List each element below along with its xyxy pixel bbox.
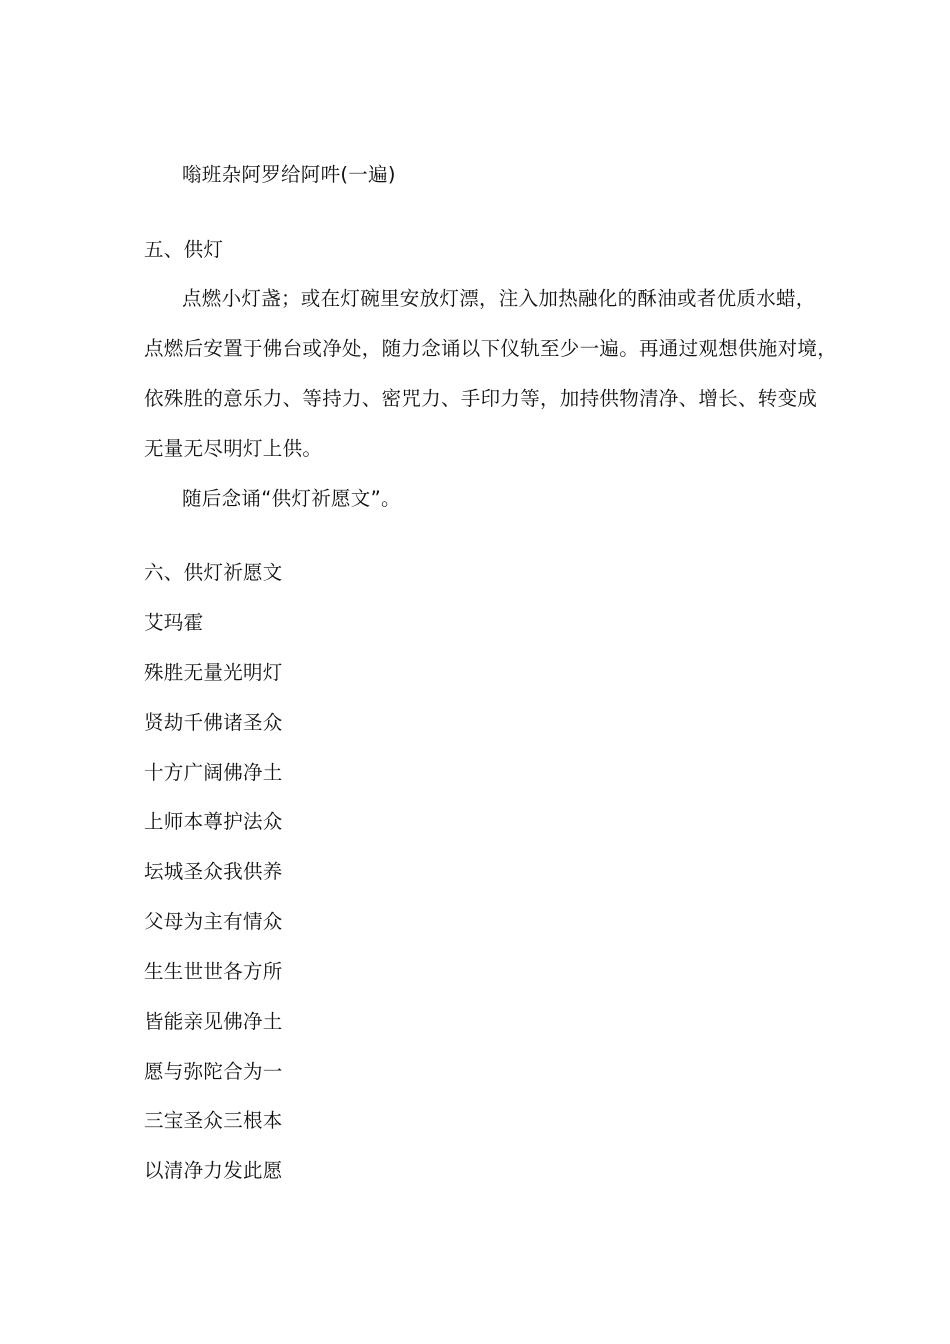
paragraph-line: 无量无尽明灯上供。 [144, 437, 323, 460]
verse-line: 三宝圣众三根本 [144, 1109, 283, 1132]
mantra-line: 嗡班杂阿罗给阿吽(一遍) [182, 163, 396, 186]
verse-line: 父母为主有情众 [144, 910, 283, 933]
paragraph-line: 依殊胜的意乐力、等持力、密咒力、手印力等，加持供物清净、增长、转变成 [144, 387, 818, 410]
verse-line: 上师本尊护法众 [144, 810, 283, 833]
section-6-heading: 六、供灯祈愿文 [144, 561, 283, 584]
verse-line: 坛城圣众我供养 [144, 860, 283, 883]
paragraph-line: 点燃后安置于佛台或净处，随力念诵以下仪轨至少一遍。再通过观想供施对境， [144, 337, 838, 360]
verse-line: 生生世世各方所 [144, 960, 283, 983]
section-5-heading: 五、供灯 [144, 238, 224, 261]
verse-line: 皆能亲见佛净土 [144, 1010, 283, 1033]
verse-line: 以清净力发此愿 [144, 1159, 283, 1182]
paragraph-line: 点燃小灯盏；或在灯碗里安放灯漂，注入加热融化的酥油或者优质水蜡， [182, 287, 816, 310]
followup-line: 随后念诵“供灯祈愿文”。 [182, 487, 401, 510]
verse-line: 艾玛霍 [144, 611, 204, 634]
verse-line: 贤劫千佛诸圣众 [144, 711, 283, 734]
verse-line: 愿与弥陀合为一 [144, 1060, 283, 1083]
verse-line: 十方广阔佛净土 [144, 761, 283, 784]
verse-line: 殊胜无量光明灯 [144, 661, 283, 684]
